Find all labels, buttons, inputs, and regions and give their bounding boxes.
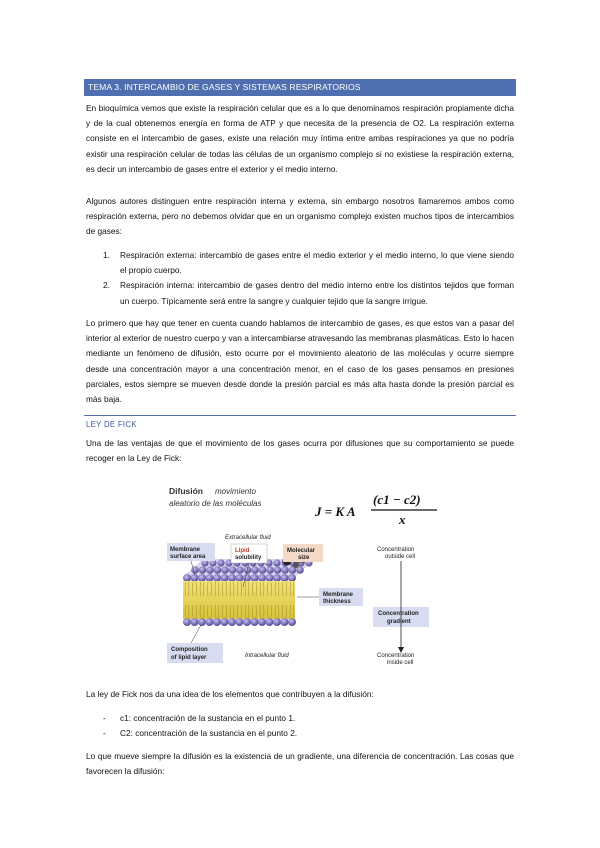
lipid-head: [191, 618, 199, 626]
lipid-head: [221, 618, 229, 626]
list-number: 2.: [103, 280, 110, 291]
label-molecular-1: Molecular: [287, 548, 316, 554]
lipid-head: [206, 618, 214, 626]
lipid-head: [258, 574, 266, 582]
lipid-head: [273, 618, 281, 626]
lipid-head: [183, 574, 191, 582]
caption-bold: Difusión: [169, 486, 203, 496]
paragraph-diffusion: Lo primero que hay que tener en cuenta cuando hablamos de intercambio de gases, es que estos van a pasar del interior al exterior de nuestro cuerpo y van a intercambiarse atravesando las membranas plasmáticas. Esto lo hacen mediante un fenómeno de difusión, esto ocurre por el movimiento aleatorio de las moléculas y ocurre siempre desde una concentración mayor a una concentración menor, en el caso de los gases pensamos en presiones parciales, estos siempre se mueven desde donde la presión parcial es más alta hasta donde la presión parcial es más baja.: [86, 318, 514, 405]
lipid-head: [288, 574, 296, 582]
lipid-head: [236, 618, 244, 626]
lipid-head: [217, 559, 224, 566]
list-number: 1.: [103, 250, 110, 260]
formula-numerator: (c1 − c2): [373, 492, 421, 507]
label-conc-in-2: inside cell: [387, 660, 414, 666]
label-extracellular: Extracellular fluid: [225, 535, 271, 541]
paragraph-authors: Algunos autores distinguen entre respiración interna y externa, sin embargo nosotros llamaremos ambos como respiración externa, pero no debemos olvidar que en un organismo complejo existen muchos tipos de intercambios de gases:: [86, 196, 514, 237]
lipid-head: [221, 574, 229, 582]
list-item-text: Respiración externa: intercambio de gases entre el medio exterior y el medio interno, lo que viene siendo el propio cuerpo.: [120, 250, 514, 276]
list-dash: -: [103, 713, 106, 723]
lipid-head: [206, 574, 214, 582]
fick-law-figure: [165, 477, 455, 667]
label-conc-out-1: Concentration: [377, 547, 415, 553]
label-conc-out-2: outside cell: [385, 554, 416, 560]
lipid-head: [214, 566, 222, 574]
lipid-head: [198, 618, 206, 626]
lipid-head: [236, 566, 244, 574]
label-thickness-1: Membrane: [323, 592, 354, 598]
lipid-head: [258, 618, 266, 626]
label-membrane-area-2: surface area: [170, 554, 206, 560]
label-molecular-2: size: [298, 555, 310, 561]
lipid-head: [266, 618, 274, 626]
list-item-text: C2: concentración de la sustancia en el punto 2.: [120, 727, 298, 738]
paragraph-fick-elements: La ley de Fick nos da una idea de los elementos que contribuyen a la difusión:: [86, 689, 374, 699]
page-title: TEMA 3. INTERCAMBIO DE GASES Y SISTEMAS RESPIRATORIOS: [88, 82, 361, 92]
label-thickness-2: thickness: [323, 599, 351, 605]
lipid-head: [206, 566, 214, 574]
leader-line: [191, 625, 201, 643]
label-lipid-1: Lipid: [235, 548, 250, 554]
paragraph-gradient: Lo que mueve siempre la difusión es la existencia de un gradiente, una diferencia de concentración. Las cosas que favorecen la difusión:: [86, 751, 514, 777]
bottom-lipid-heads: [183, 618, 296, 626]
label-gradient-2: gradient: [387, 619, 411, 625]
list-dash: -: [103, 727, 106, 738]
paragraph-intro: En bioquímica vemos que existe la respiración celular que es a lo que denominamos respiración propiamente dicha y de la cual obtenemos energía en forma de ATP y que necesita de la presencia de O2. La respiración externa consiste en el intercambio de gases, existe una relación muy íntima entre ambas respiraciones ya que no podría existir una respiración celular de todas las células de un organismo complejo si no existiese la respiración externa, es decir un intercambio de gases entre el exterior y el medio interno.: [86, 103, 514, 174]
lipid-head: [228, 574, 236, 582]
label-lipid-2: solubility: [235, 555, 262, 561]
section-heading: LEY DE FICK: [86, 420, 137, 429]
lipid-head: [281, 566, 289, 574]
label-membrane-area-1: Membrane: [170, 547, 201, 553]
lipid-head: [251, 618, 259, 626]
list-item: [86, 726, 514, 741]
label-composition-1: Composition: [171, 647, 208, 653]
lipid-head: [251, 566, 259, 574]
lipid-head: [213, 618, 221, 626]
dash-list: [86, 711, 514, 740]
caption-italic-1: movimiento: [215, 487, 256, 496]
lipid-head: [199, 566, 207, 574]
formula-denominator: x: [399, 512, 406, 527]
lipid-head: [273, 574, 281, 582]
lipid-head: [228, 618, 236, 626]
lipid-head: [273, 559, 280, 566]
section-divider: [84, 415, 516, 416]
label-composition-2: of lipid layer: [171, 655, 207, 661]
lipid-head: [281, 618, 289, 626]
numbered-list: [86, 248, 514, 309]
formula-left: J = K A: [315, 504, 356, 519]
lipid-head: [251, 574, 259, 582]
section-title-bar: [84, 79, 516, 96]
lipid-head: [229, 566, 237, 574]
membrane-diagram: [167, 535, 429, 666]
paragraph-fick-intro: Una de las ventajas de que el movimiento de los gases ocurra por difusiones que su comportamiento se puede recoger en la Ley de Fick:: [86, 438, 514, 464]
lipid-head: [266, 574, 274, 582]
list-item: [86, 278, 514, 308]
lipid-head: [221, 566, 229, 574]
lipid-head: [266, 566, 274, 574]
list-item: [86, 711, 514, 726]
lipid-head: [191, 574, 199, 582]
label-conc-in-1: Concentration: [377, 653, 415, 659]
lipid-head: [243, 618, 251, 626]
lipid-head: [288, 618, 296, 626]
lipid-head: [183, 618, 191, 626]
label-intracellular: Intracellular fluid: [245, 653, 289, 659]
lipid-head: [259, 566, 267, 574]
lipid-head: [198, 574, 206, 582]
caption-italic-2: aleatorio de las moléculas: [169, 499, 262, 508]
list-item-text: c1: concentración de la sustancia en el punto 1.: [120, 713, 296, 723]
lipid-head: [213, 574, 221, 582]
lipid-head: [236, 574, 244, 582]
lipid-head: [243, 574, 251, 582]
lipid-head: [191, 566, 199, 574]
lipid-head: [281, 574, 289, 582]
label-gradient-1: Concentration: [378, 611, 419, 617]
list-item: [86, 248, 514, 278]
lipid-head: [274, 566, 282, 574]
list-item-text: Respiración interna: intercambio de gases dentro del medio interno entre los distintos tejidos que forman un cuerpo. Típicamente será entre la sangre y cualquier tejido que la sangre irrigue.: [120, 280, 514, 306]
